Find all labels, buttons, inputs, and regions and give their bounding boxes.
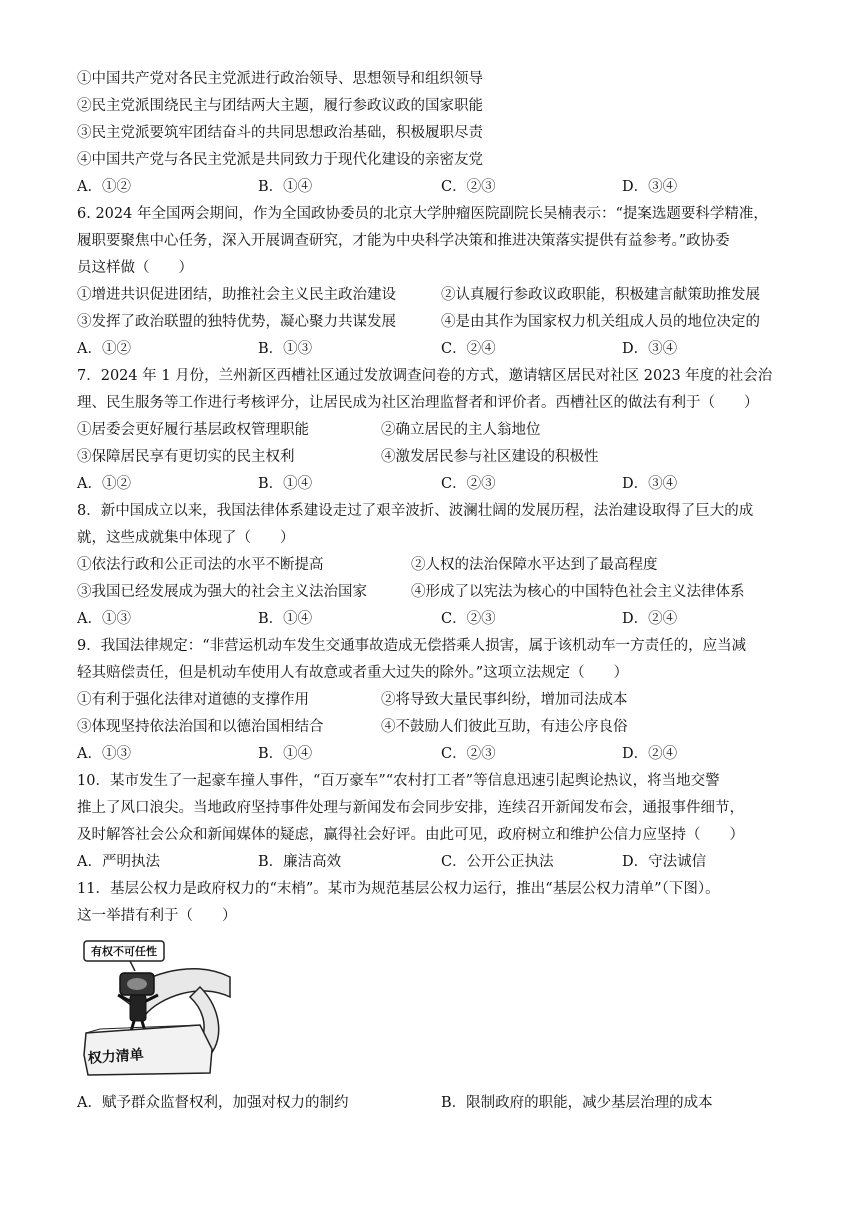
q9-option-d: D．②④ [622,746,678,762]
q5-item-1: ①中国共产党对各民主党派进行政治领导、思想领导和组织领导 [77,71,483,87]
q10-stem-line-2: 推上了风口浪尖。当地政府坚持事件处理与新闻发布会同步安排，连续召开新闻发布会，通报事件细节， [77,800,744,816]
badge-text: 权力清单 [87,1047,145,1067]
q5-option-b: B．①④ [258,179,313,195]
q9-option-a: A．①③ [77,746,131,762]
q5-option-c: C．②③ [441,179,496,195]
q10-option-b: B．廉洁高效 [258,854,342,870]
q6-item-1: ①增进共识促进团结，助推社会主义民主政治建设 [77,287,396,303]
q11-option-b: B．限制政府的职能，减少基层治理的成本 [441,1095,713,1111]
q7-item-1: ①居委会更好履行基层政权管理职能 [77,422,309,438]
q9-item-4: ④不鼓励人们彼此互助，有违公序良俗 [381,719,628,735]
q8-option-a: A．①③ [77,611,131,627]
sign-text: 有权不可任性 [91,945,157,958]
q11-option-a: A．赋予群众监督权利，加强对权力的制约 [77,1095,349,1111]
q11-stem-line-2: 这一举措有利于（ ） [77,908,237,924]
q8-item-2: ②人权的法治保障水平达到了最高程度 [411,557,658,573]
power-list-cartoon [80,937,240,1080]
q9-stem-line-2: 轻其赔偿责任，但是机动车使用人有故意或者重大过失的除外。”这项立法规定（ ） [77,665,629,681]
q5-option-d: D．③④ [622,179,678,195]
q9-item-3: ③体现坚持依法治国和以德治国相结合 [77,719,324,735]
q7-item-4: ④激发居民参与社区建设的积极性 [381,449,599,465]
q10-option-a: A．严明执法 [77,854,160,870]
q10-option-d: D．守法诚信 [622,854,707,870]
figure-body [130,995,146,1021]
q10-stem-line-1: 10．某市发生了一起豪车撞人事件，“百万豪车”“农村打工者”等信息迅速引起舆论热议，将当地交警 [77,773,720,789]
q8-option-b: B．①④ [258,611,313,627]
q6-item-4: ④是由其作为国家权力机关组成人员的地位决定的 [441,314,760,330]
q9-item-1: ①有利于强化法律对道德的支撑作用 [77,692,309,708]
q9-option-b: B．①④ [258,746,313,762]
figure-face [127,978,147,990]
q5-item-2: ②民主党派围绕民主与团结两大主题，履行参政议政的国家职能 [77,98,483,114]
q7-option-a: A．①② [77,476,131,492]
q9-item-2: ②将导致大量民事纠纷，增加司法成本 [381,692,628,708]
q10-option-c: C．公开公正执法 [441,854,554,870]
q9-option-c: C．②③ [441,746,496,762]
q6-stem-line-2: 履职要聚焦中心任务，深入开展调查研究，才能为中央科学决策和推进决策落实提供有益参考。”政协委 [77,233,730,249]
q5-option-a: A．①② [77,179,131,195]
q6-option-c: C．②④ [441,341,496,357]
q7-option-b: B．①④ [258,476,313,492]
q10-stem-line-3: 及时解答社会公众和新闻媒体的疑虑，赢得社会好评。由此可见，政府树立和维护公信力应坚持（ ） [77,827,744,843]
q7-item-2: ②确立居民的主人翁地位 [381,422,541,438]
q7-option-d: D．③④ [622,476,678,492]
q6-option-b: B．①③ [258,341,313,357]
q7-stem-line-2: 理、民生服务等工作进行考核评分，让居民成为社区治理监督者和评价者。西槽社区的做法有利于（ ） [77,395,759,411]
q7-item-3: ③保障居民享有更切实的民主权利 [77,449,295,465]
q6-option-a: A．①② [77,341,131,357]
q6-stem-line-1: 6. 2024 年全国两会期间，作为全国政协委员的北京大学肿瘤医院副院长吴楠表示：“提案选题要科学精准， [77,206,768,222]
q8-stem-line-2: 就，这些成就集中体现了（ ） [77,530,295,546]
q11-stem-line-1: 11．基层公权力是政府权力的“末梢”。某市为规范基层公权力运行，推出“基层公权力清单”（下图）。 [77,881,720,897]
q7-option-c: C．②③ [441,476,496,492]
q8-item-4: ④形成了以宪法为核心的中国特色社会主义法律体系 [411,584,745,600]
q8-option-d: D．②④ [622,611,678,627]
q5-item-3: ③民主党派要筑牢团结奋斗的共同思想政治基础，积极履职尽责 [77,125,483,141]
q6-item-3: ③发挥了政治联盟的独特优势，凝心聚力共谋发展 [77,314,396,330]
q6-item-2: ②认真履行参政议政职能，积极建言献策助推发展 [441,287,760,303]
q6-option-d: D．③④ [622,341,678,357]
q8-item-1: ①依法行政和公正司法的水平不断提高 [77,557,324,573]
q8-option-c: C．②③ [441,611,496,627]
q8-item-3: ③我国已经发展成为强大的社会主义法治国家 [77,584,367,600]
q6-stem-line-3: 员这样做（ ） [77,260,193,276]
q7-stem-line-1: 7．2024 年 1 月份，兰州新区西槽社区通过发放调查问卷的方式，邀请辖区居民对社区 2023 年度的社会治 [77,368,773,384]
q5-item-4: ④中国共产党与各民主党派是共同致力于现代化建设的亲密友党 [77,152,483,168]
sign-pointer [130,961,135,971]
q8-stem-line-1: 8．新中国成立以来，我国法律体系建设走过了艰辛波折、波澜壮阔的发展历程，法治建设取得了巨大的成 [77,503,754,519]
q9-stem-line-1: 9．我国法律规定：“非营运机动车发生交通事故造成无偿搭乘人损害，属于该机动车一方责任的，应当减 [77,638,747,654]
